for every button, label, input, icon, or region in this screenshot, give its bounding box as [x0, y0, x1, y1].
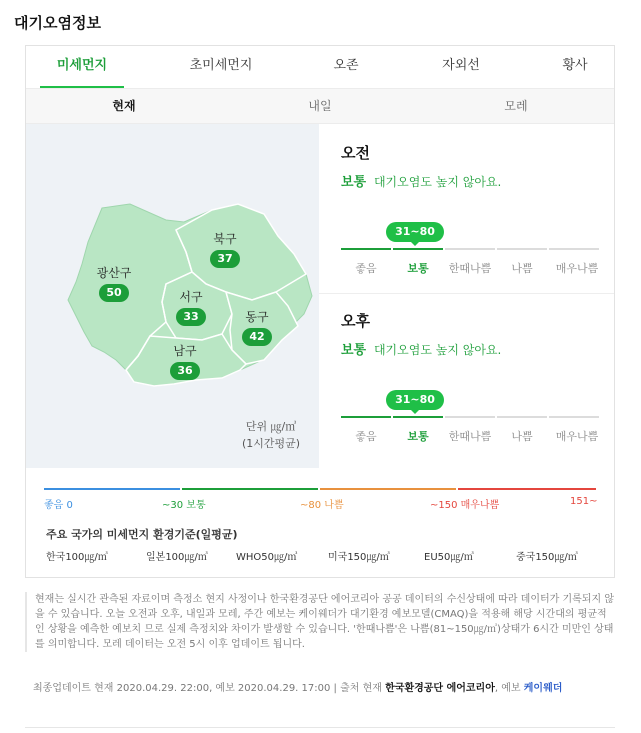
unit-note — [242, 418, 300, 452]
source-link-airkorea[interactable]: 한국환경공단 에어코리아 — [385, 683, 495, 694]
legend-bar-bad — [320, 488, 456, 490]
concentration-legend — [44, 488, 599, 512]
legend-label: ~150 매우나쁨 — [430, 500, 500, 511]
subtab-day-after[interactable]: 모레 — [504, 99, 528, 113]
data-notice: 현재는 실시간 관측된 자료이며 측정소 현지 사정이나 한국환경공단 에어코리아 공공 데이터의 수신상태에 따라 데이터가 기록되지 않을 수 있습니다. 오늘 오전과 오후, 내일과 모레, 주간 예보는 케이웨더가 대기환경 예보모델(CMAQ)을 적용해 해당 시간대의 평균적인 상황을 예측한 예보치 므로 실제 측정치와 차이가 발생할 수 있습니다. '한때나쁨'은 나쁨(81~150㎍/㎥)상태가 6시간 미만인 상태를 의미합니다. 모레 데이터는 오전 5시 이후 업데이트 됩니다. — [25, 592, 615, 652]
legend-label: ~30 보통 — [162, 500, 206, 511]
level-label: 좋음 — [355, 262, 377, 275]
level-scale — [341, 390, 603, 443]
subtab-now[interactable]: 현재 — [112, 99, 136, 113]
standard-item: 중국150㎍/㎥ — [516, 552, 578, 563]
separator: | — [333, 683, 341, 694]
level-label: 한때나쁨 — [448, 430, 492, 443]
level-label: 좋음 — [355, 430, 377, 443]
region-gwangsangu[interactable] — [88, 264, 140, 302]
region-name: 북구 — [213, 232, 237, 246]
scale-segment — [341, 416, 391, 418]
standard-item: 일본100㎍/㎥ — [146, 552, 208, 563]
scale-segment — [341, 248, 391, 250]
status-description: 대기오염도 높지 않아요. — [373, 175, 502, 189]
forecast-pm — [341, 310, 611, 443]
tab-uv[interactable]: 자외선 — [442, 58, 480, 73]
region-value-badge: 37 — [210, 250, 240, 268]
source-link-kweather[interactable]: 케이웨더 — [523, 683, 563, 694]
district-map — [26, 124, 319, 468]
standard-item: EU50㎍/㎥ — [424, 552, 474, 563]
legend-label: ~80 나쁨 — [300, 500, 344, 511]
region-value-badge: 33 — [176, 308, 206, 326]
range-bubble: 31~80 — [386, 390, 444, 410]
unit-line: 단위 ㎍/㎥ — [245, 420, 297, 433]
level-label: 매우나쁨 — [555, 262, 599, 275]
scale-segment — [393, 416, 443, 418]
region-value-badge: 50 — [99, 284, 129, 302]
region-donggu[interactable] — [234, 308, 280, 346]
update-info — [33, 681, 593, 696]
subtab-tomorrow[interactable]: 내일 — [308, 99, 332, 113]
level-label: 보통 — [407, 262, 429, 275]
region-bukgu[interactable] — [202, 230, 248, 268]
region-name: 동구 — [245, 310, 269, 324]
scale-segment — [497, 416, 547, 418]
legend-bar-good — [44, 488, 180, 490]
level-label: 나쁨 — [511, 430, 533, 443]
level-scale — [341, 222, 603, 275]
period-label: 오후 — [341, 312, 370, 330]
forecast-am — [341, 142, 611, 275]
level-label: 매우나쁨 — [555, 430, 599, 443]
scale-segment — [445, 416, 495, 418]
forecast-panel — [319, 124, 614, 468]
status-word: 보통 — [341, 175, 367, 190]
legend-label: 좋음 0 — [44, 500, 73, 511]
legend-bar-very-bad — [458, 488, 596, 490]
period-label: 오전 — [341, 144, 370, 162]
region-value-badge: 42 — [242, 328, 272, 346]
page-title: 대기오염정보 — [14, 14, 101, 32]
bubble-pointer — [410, 241, 420, 246]
standard-item: WHO50㎍/㎥ — [236, 552, 298, 563]
scale-segment — [497, 248, 547, 250]
region-value-badge: 36 — [170, 362, 200, 380]
level-label: 한때나쁨 — [448, 262, 492, 275]
bubble-pointer — [410, 409, 420, 414]
scale-segment — [549, 416, 599, 418]
update-timestamp: 최종업데이트 현재 2020.04.29. 22:00, 예보 2020.04.29. 17:00 — [33, 683, 331, 694]
pollutant-tabs — [26, 46, 614, 88]
tab-yellow-dust[interactable]: 황사 — [562, 58, 588, 73]
source-label: 출처 현재 — [340, 683, 382, 694]
status-word: 보통 — [341, 343, 367, 358]
scale-segment — [393, 248, 443, 250]
forecast-source-label: , 예보 — [494, 683, 521, 694]
standards-title: 주요 국가의 미세먼지 환경기준(일평균) — [46, 528, 238, 541]
unit-average: (1시간평균) — [242, 437, 301, 450]
tab-ultrafine-dust[interactable]: 초미세먼지 — [189, 58, 253, 73]
tab-fine-dust[interactable]: 미세먼지 — [40, 46, 124, 88]
standard-item: 미국150㎍/㎥ — [328, 552, 390, 563]
period-divider — [319, 293, 614, 294]
level-label: 보통 — [407, 430, 429, 443]
scale-segment — [445, 248, 495, 250]
bottom-divider — [25, 727, 615, 728]
legend-bar-normal — [182, 488, 318, 490]
region-namgu[interactable] — [162, 342, 208, 380]
standard-item: 한국100㎍/㎥ — [46, 552, 108, 563]
range-bubble: 31~80 — [386, 222, 444, 242]
region-name: 광산구 — [96, 266, 132, 280]
region-name: 서구 — [179, 290, 203, 304]
level-label: 나쁨 — [511, 262, 533, 275]
region-name: 남구 — [173, 344, 197, 358]
status-line — [341, 171, 611, 190]
legend-label: 151~ — [570, 496, 598, 507]
scale-segment — [549, 248, 599, 250]
status-description: 대기오염도 높지 않아요. — [373, 343, 502, 357]
region-seogu[interactable] — [168, 288, 214, 326]
status-line — [341, 339, 611, 358]
air-quality-card — [25, 45, 615, 578]
time-subtabs — [26, 88, 614, 124]
tab-ozone[interactable]: 오존 — [333, 58, 359, 73]
